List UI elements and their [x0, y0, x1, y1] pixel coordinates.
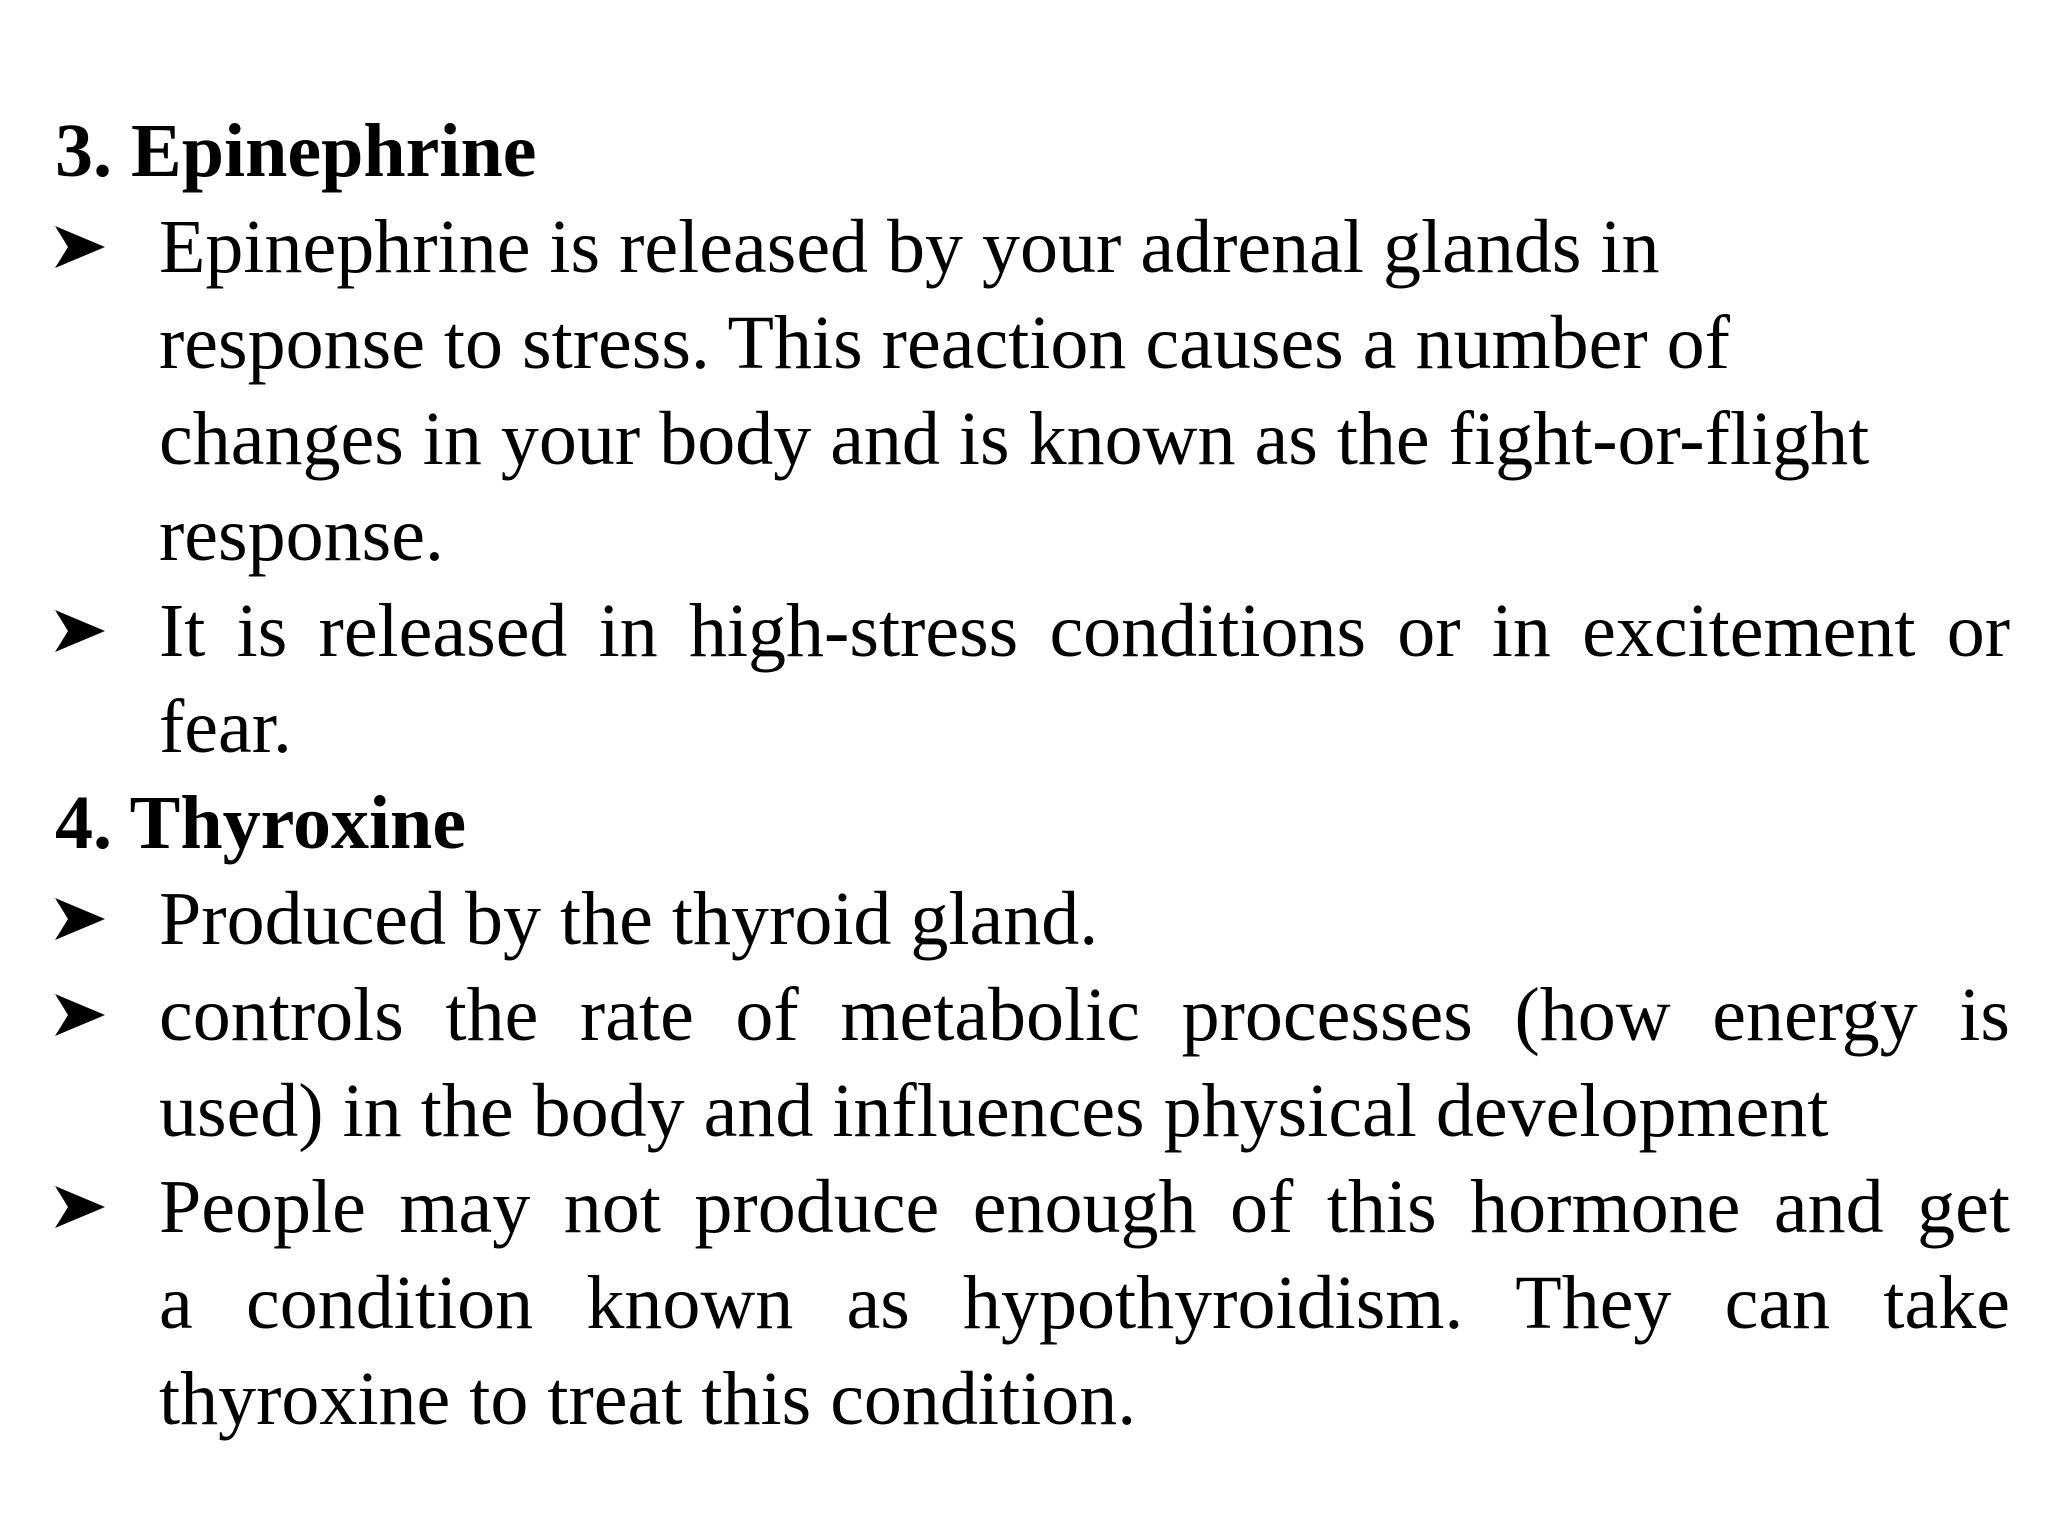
arrowhead-bullet-icon — [55, 871, 159, 967]
text-line: a condition known as hypothyroidism. They can take — [159, 1261, 2010, 1345]
text-line: Epinephrine is released by your adrenal glands in — [159, 205, 1660, 289]
section-heading-thyroxine: 4. Thyroxine — [55, 781, 467, 865]
arrowhead-bullet-icon — [55, 583, 159, 679]
text-line: It is released in high-stress conditions or in excitement or — [159, 589, 2010, 673]
section-heading-epinephrine: 3. Epinephrine — [55, 109, 537, 193]
bullet-text — [159, 583, 2010, 775]
bullet-text — [159, 967, 2010, 1159]
text-line: response. — [159, 493, 444, 577]
arrowhead-bullet-icon — [55, 1159, 159, 1255]
bullet-item — [55, 967, 2010, 1159]
text-line: changes in your body and is known as the fight-or-flight — [159, 397, 1870, 481]
text-line: Produced by the thyroid gland. — [159, 877, 1099, 961]
text-line: response to stress. This reaction causes a number of — [159, 301, 1730, 385]
arrowhead-bullet-icon — [55, 967, 159, 1063]
text-line: thyroxine to treat this condition. — [159, 1357, 1137, 1441]
bullet-text — [159, 199, 2010, 583]
slide-content — [55, 103, 2010, 1447]
bullet-item — [55, 1159, 2010, 1447]
text-line: used) in the body and influences physical development — [159, 1069, 1829, 1153]
bullet-item — [55, 871, 2010, 967]
bullet-text — [159, 871, 2010, 967]
bullet-text — [159, 1159, 2010, 1447]
text-line: fear. — [159, 685, 292, 769]
bullet-item — [55, 199, 2010, 583]
bullet-item — [55, 583, 2010, 775]
arrowhead-bullet-icon — [55, 199, 159, 295]
text-line: People may not produce enough of this hormone and get — [159, 1165, 2010, 1249]
text-line: controls the rate of metabolic processes (how energy is — [159, 973, 2010, 1057]
